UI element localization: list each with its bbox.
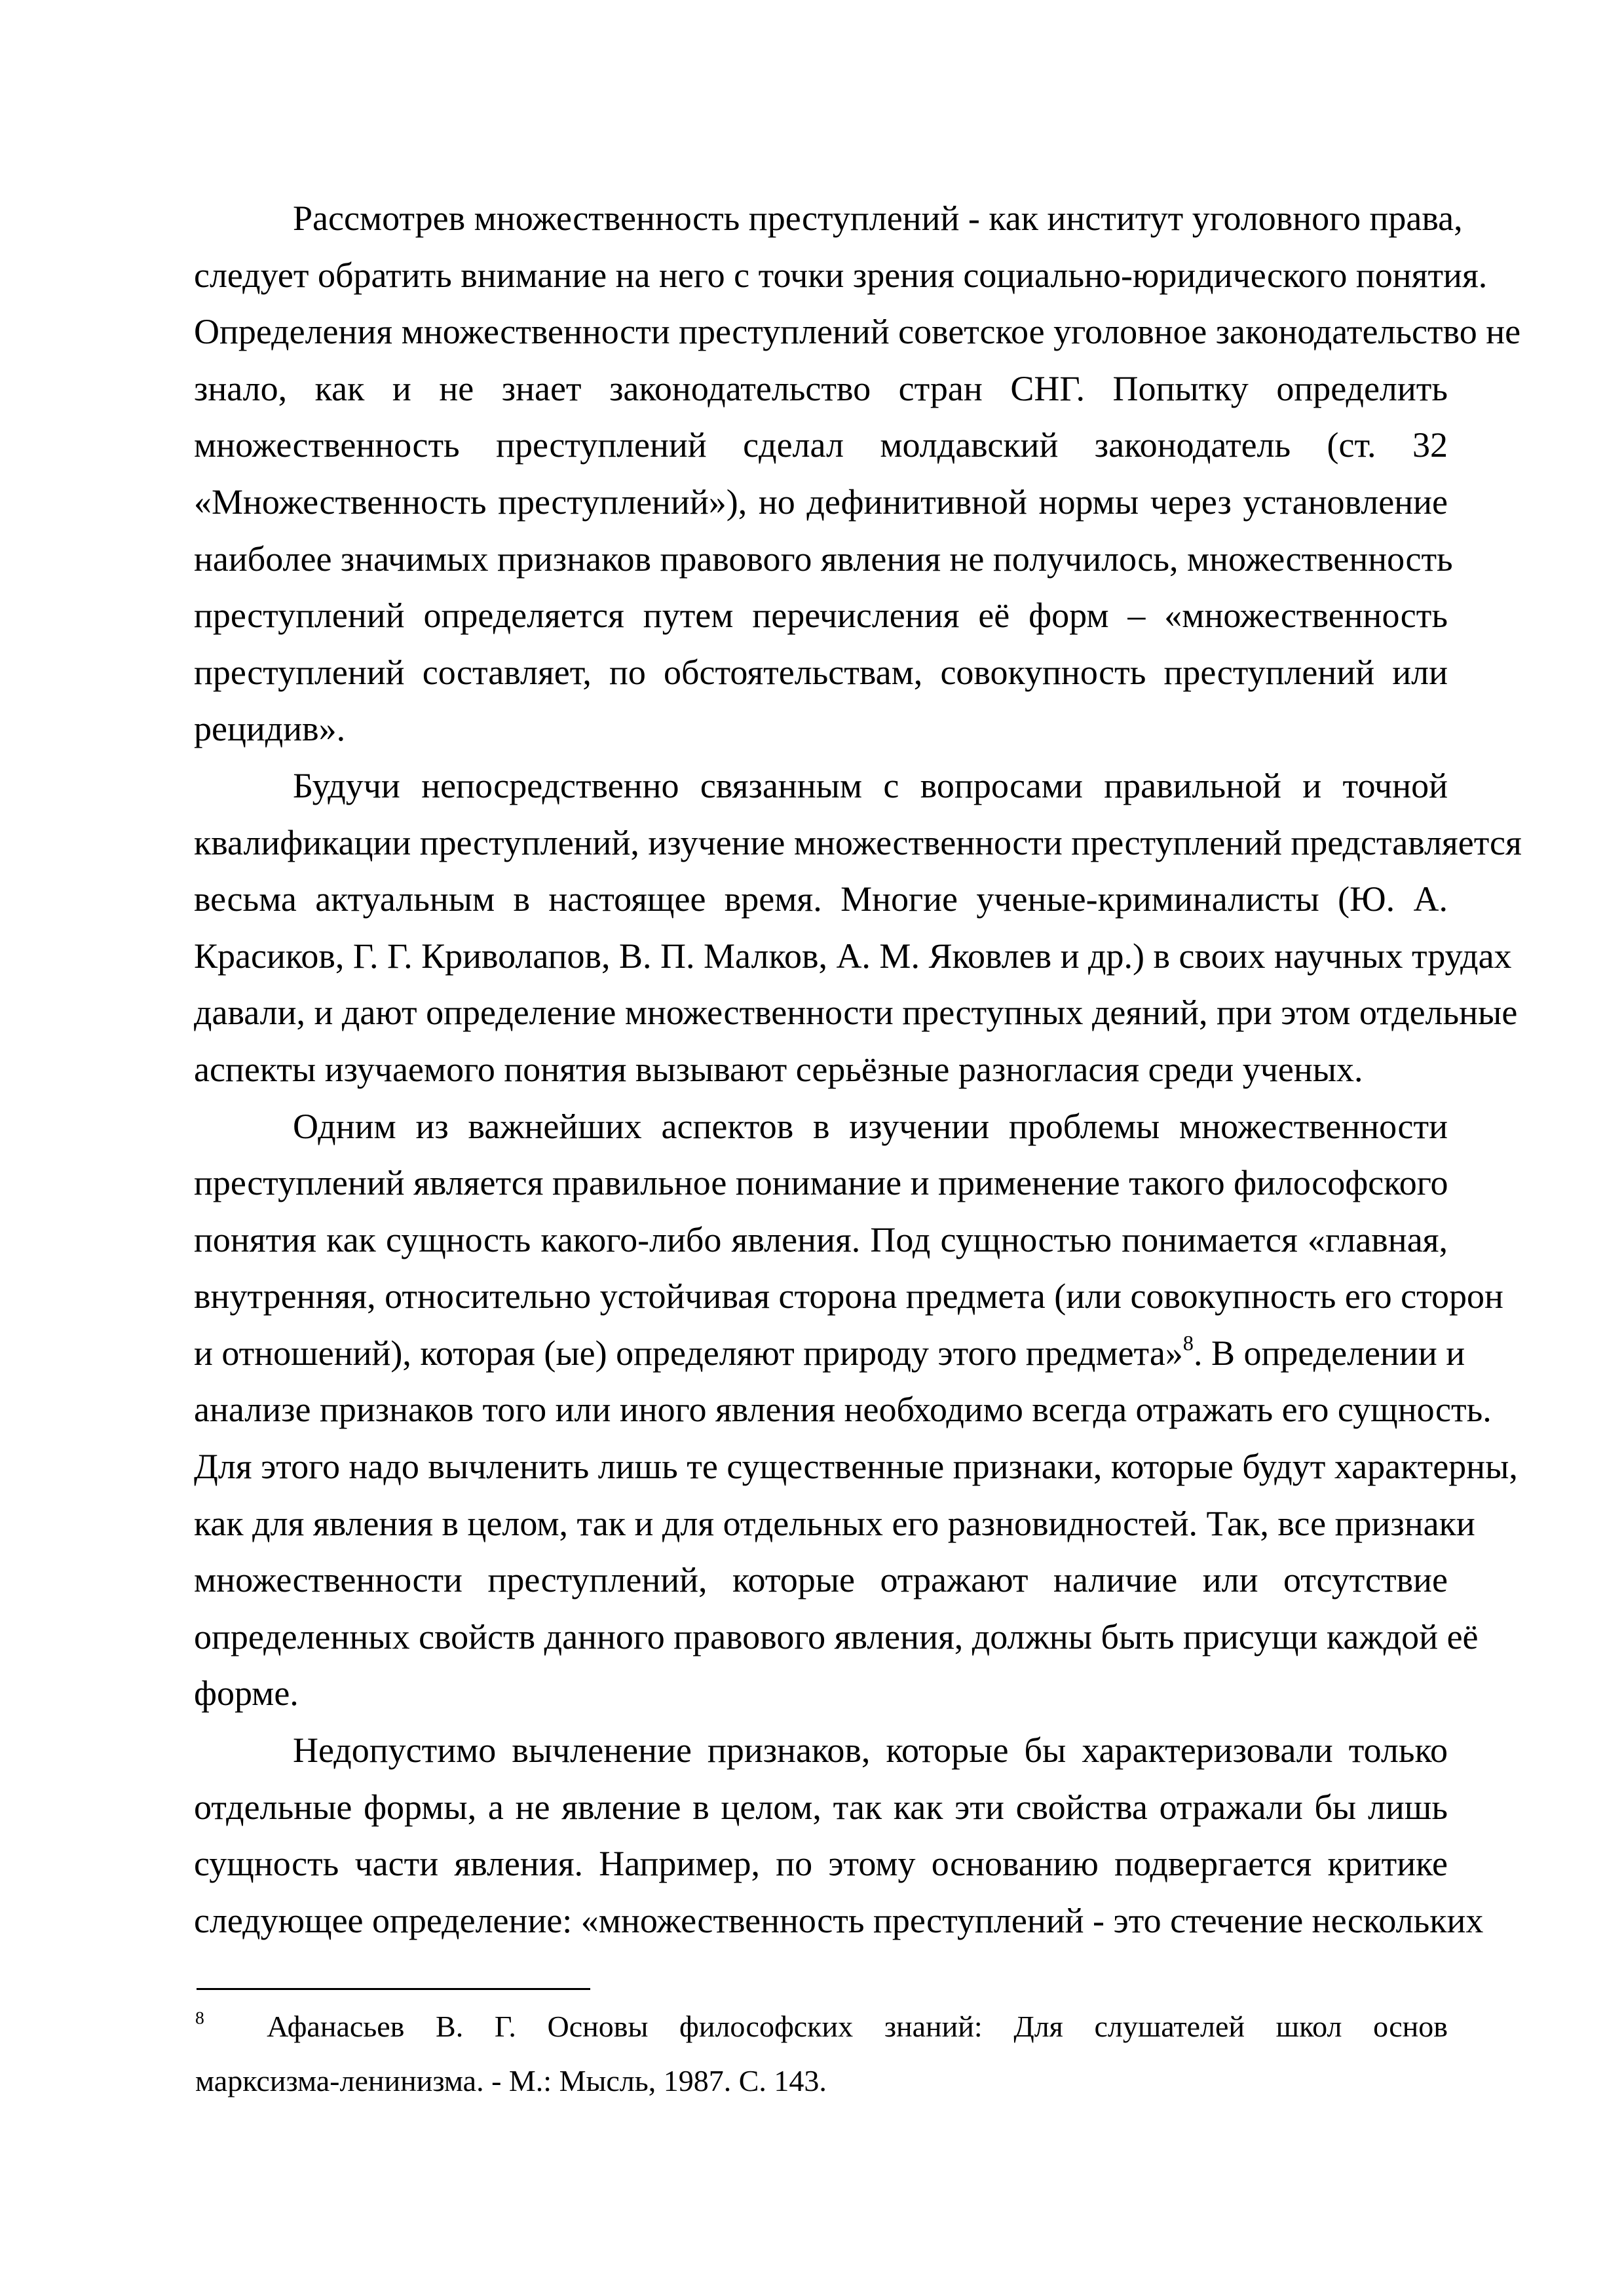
text-line: Рассмотрев множественность преступлений - как институт уголовного права, — [293, 199, 1463, 238]
footnote-line: марксизма-ленинизма. - М.: Мысль, 1987. С. 143. — [195, 2064, 827, 2097]
text-line: отдельные формы, а не явление в целом, так как эти свойства отражали бы лишь — [194, 1787, 1448, 1827]
footnote-reference[interactable]: 8 — [1182, 1331, 1194, 1356]
text-line: множественности преступлений, которые отражают наличие или отсутствие — [194, 1560, 1448, 1600]
text-line: анализе признаков того или иного явления необходимо всегда отражать его сущность. — [194, 1390, 1492, 1430]
footnote — [195, 1999, 1448, 2108]
document-body — [194, 190, 1522, 1949]
text-line: давали, и дают определение множественности преступных деяний, при этом отдельные — [194, 993, 1518, 1033]
text-line: «Множественность преступлений»), но дефинитивной нормы через установление — [194, 482, 1448, 522]
text-line: преступлений является правильное понимание и применение такого философского — [194, 1163, 1448, 1203]
text-line: множественность преступлений сделал молдавский законодатель (ст. 32 — [194, 425, 1448, 465]
text-line: форме. — [194, 1674, 299, 1713]
footnote-number: 8 — [195, 2007, 204, 2028]
text-line: рецидив». — [194, 709, 346, 749]
footnote-line — [195, 1999, 1448, 2054]
paragraph — [194, 1098, 1518, 1723]
text-segment: и отношений), которая (ые) определяют природу этого предмета» — [194, 1333, 1183, 1373]
text-line: понятия как сущность какого-либо явления. Под сущностью понимается «главная, — [194, 1219, 1448, 1259]
text-line: Для этого надо вычленить лишь те существенные признаки, которые будут характерны, — [194, 1447, 1518, 1487]
text-line: внутренняя, относительно устойчивая сторона предмета (или совокупность его сторон — [194, 1276, 1503, 1316]
text-line: Определения множественности преступлений советское уголовное законодательство не — [194, 312, 1521, 352]
text-line: Красиков, Г. Г. Криволапов, В. П. Малков, А. М. Яковлев и др.) в своих научных трудах — [194, 936, 1512, 976]
text-line — [194, 1325, 1465, 1382]
paragraph — [194, 1722, 1484, 1949]
text-line: аспекты изучаемого понятия вызывают серьёзные разногласия среди ученых. — [194, 1049, 1363, 1089]
text-line: Одним из важнейших аспектов в изучении проблемы множественности — [293, 1106, 1448, 1146]
footnote-separator — [197, 1988, 590, 1990]
text-line: наиболее значимых признаков правового явления не получилось, множественность — [194, 539, 1453, 579]
text-line: весьма актуальным в настоящее время. Многие ученые-криминалисты (Ю. А. — [194, 879, 1448, 919]
footnote-text: Афанасьев В. Г. Основы философских знаний: Для слушателей школ основ — [267, 2010, 1448, 2043]
text-line: сущность части явления. Например, по этому основанию подвергается критике — [194, 1844, 1448, 1884]
text-line: Будучи непосредственно связанным с вопросами правильной и точной — [293, 765, 1448, 805]
paragraph — [194, 190, 1521, 757]
text-line: определенных свойств данного правового явления, должны быть присущи каждой её — [194, 1617, 1479, 1656]
paragraph — [194, 757, 1522, 1098]
text-line: преступлений составляет, по обстоятельствам, совокупность преступлений или — [194, 652, 1448, 692]
text-line: следующее определение: «множественность преступлений - это стечение нескольких — [194, 1900, 1484, 1940]
text-line: Недопустимо вычленение признаков, которые бы характеризовали только — [293, 1731, 1448, 1770]
text-line: как для явления в целом, так и для отдельных его разновидностей. Так, все признаки — [194, 1503, 1475, 1543]
text-line: квалификации преступлений, изучение множественности преступлений представляется — [194, 822, 1522, 862]
text-line: знало, как и не знает законодательство стран СНГ. Попытку определить — [194, 368, 1448, 408]
text-segment: . В определении и — [1194, 1333, 1465, 1373]
text-line: следует обратить внимание на него с точки зрения социально-юридического понятия. — [194, 255, 1488, 295]
text-line: преступлений определяется путем перечисления её форм – «множественность — [194, 596, 1448, 636]
